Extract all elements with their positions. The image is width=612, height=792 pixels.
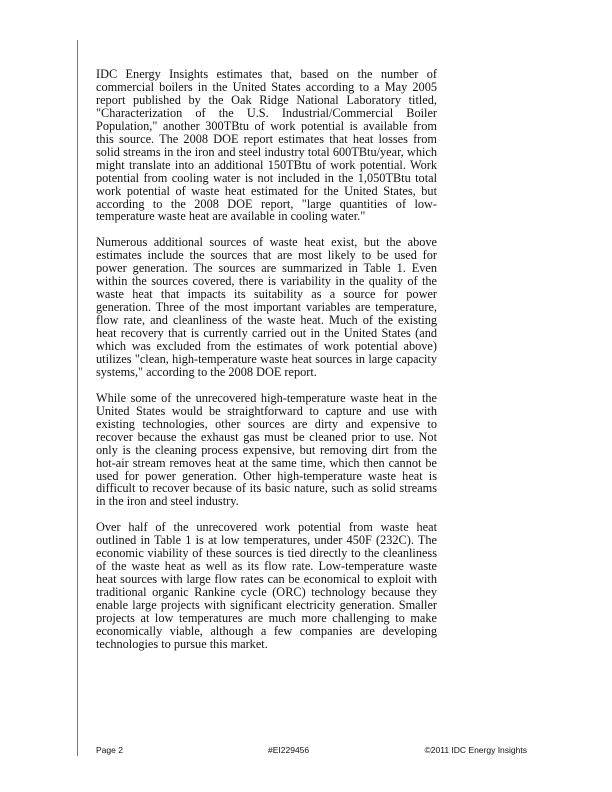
paragraph: IDC Energy Insights estimates that, based on the number of commercial boilers in the United States according to a May 2005 report published by the Oak Ridge National Laboratory titled, "Characterization of the U.S. Industrial/Commercial Boiler Population," another 300TBtu of work potential is available from this source. The 2008 DOE report estimates that heat losses from solid streams in the iron and steel industry total 600TBtu/year, which might translate into an additional 150TBtu of work potential. Work potential from cooling water is not included in the 1,050TBtu total work potential of waste heat estimated for the United States, but according to the 2008 DOE report, "large quantities of low-temperature waste heat are available in cooling water." <box>96 67 437 224</box>
paragraph: Numerous additional sources of waste heat exist, but the above estimates include the sources that are most likely to be used for power generation. The sources are summarized in Table 1. Even within the sources covered, there is variability in the quality of the waste heat that impacts its suitability as a source for power generation. Three of the most important variables are temperature, flow rate, and cleanliness of the waste heat. Much of the existing heat recovery that is currently carried out in the United States (and which was excluded from the estimates of work potential above) utilizes "clean, high-temperature waste heat sources in large capacity systems," according to the 2008 DOE report. <box>96 235 437 379</box>
page-number: Page 2 <box>96 745 123 755</box>
paragraph: While some of the unrecovered high-temperature waste heat in the United States would be straightforward to capture and use with existing technologies, other sources are dirty and expensive to recover because the exhaust gas must be cleaned prior to use. Not only is the cleaning process expensive, but removing dirt from the hot-air stream removes heat at the same time, which then cannot be used for power generation. Other high-temperature waste heat is difficult to recover because of its basic nature, such as solid streams in the iron and steel industry. <box>96 390 437 509</box>
margin-rule <box>77 40 78 756</box>
body-text <box>96 68 437 664</box>
copyright: ©2011 IDC Energy Insights <box>424 745 527 755</box>
paragraph: Over half of the unrecovered work potential from waste heat outlined in Table 1 is at low temperatures, under 450F (232C). The economic viability of these sources is tied directly to the cleanliness of the waste heat as well as its flow rate. Low-temperature waste heat sources with large flow rates can be economical to exploit with traditional organic Rankine cycle (ORC) technology because they enable large projects with significant electricity generation. Smaller projects at low temperatures are much more challenging to make economically viable, although a few companies are developing technologies to pursue this market. <box>96 520 437 651</box>
document-id: #EI229456 <box>268 745 310 755</box>
